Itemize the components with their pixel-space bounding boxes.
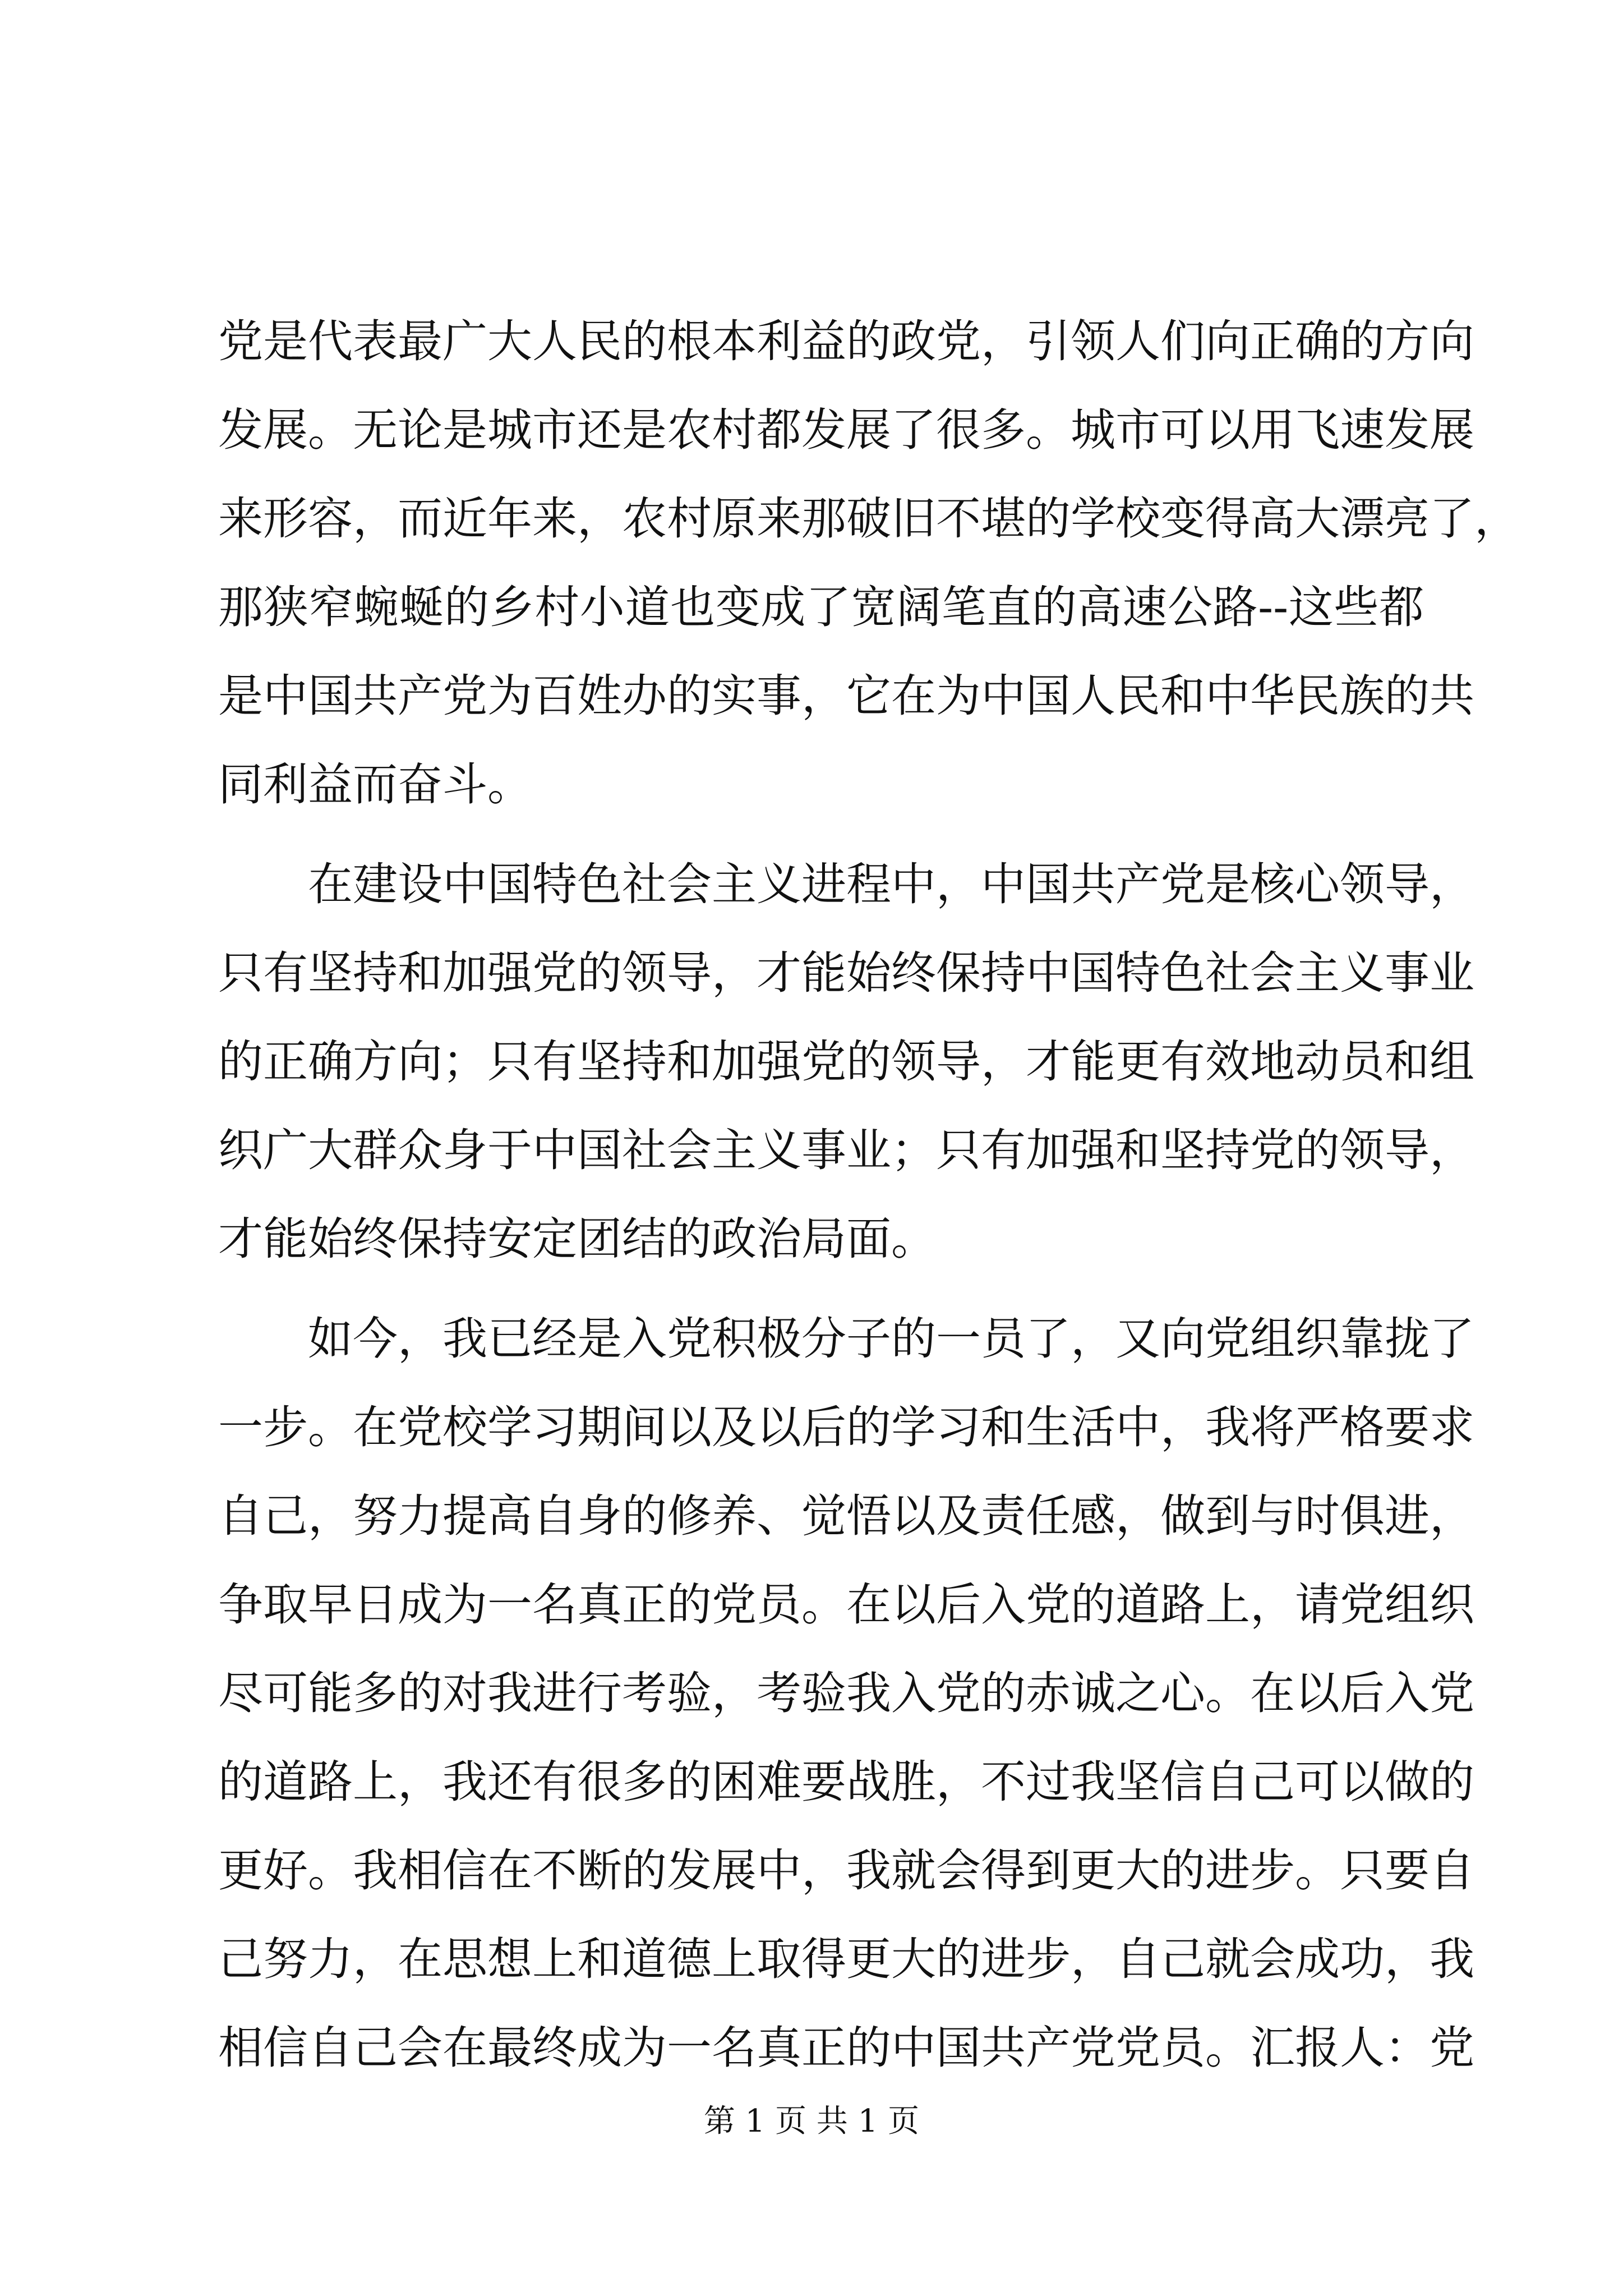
text-line: 只有坚持和加强党的领导，才能始终保持中国特色社会主义事业 xyxy=(218,947,1474,999)
document-body xyxy=(218,297,1519,2092)
text-line: 一步。在党校学习期间以及以后的学习和生活中，我将严格要求 xyxy=(218,1401,1474,1453)
text-line: 自己，努力提高自身的修养、觉悟以及责任感，做到与时俱进， xyxy=(218,1490,1474,1542)
text-line: 发展。无论是城市还是农村都发展了很多。城市可以用飞速发展 xyxy=(218,404,1474,456)
text-line: 同利益而奋斗。 xyxy=(218,758,532,811)
text-line: 在建设中国特色社会主义进程中，中国共产党是核心领导， xyxy=(308,858,1474,910)
paragraph-3 xyxy=(218,1295,1474,2092)
paragraph-1 xyxy=(218,297,1519,829)
text-line: 争取早日成为一名真正的党员。在以后入党的道路上，请党组织 xyxy=(218,1579,1474,1631)
page-number-label: 第 1 页 共 1 页 xyxy=(703,2103,920,2139)
text-line: 己努力，在思想上和道德上取得更大的进步，自己就会成功，我 xyxy=(218,1933,1474,1985)
text-line: 更好。我相信在不断的发展中，我就会得到更大的进步。只要自 xyxy=(218,1844,1474,1897)
text-line: 是中国共产党为百姓办的实事，它在为中国人民和中华民族的共 xyxy=(218,670,1474,722)
text-line: 尽可能多的对我进行考验，考验我入党的赤诚之心。在以后入党 xyxy=(218,1667,1474,1719)
text-line: 相信自己会在最终成为一名真正的中国共产党党员。汇报人：党 xyxy=(218,2022,1474,2074)
text-line: 那狭窄蜿蜒的乡村小道也变成了宽阔笔直的高速公路--这些都 xyxy=(218,581,1424,633)
text-line: 才能始终保持安定团结的政治局面。 xyxy=(218,1213,936,1265)
text-line: 来形容，而近年来，农村原来那破旧不堪的学校变得高大漂亮了， xyxy=(218,493,1519,545)
page-footer xyxy=(0,2102,1623,2141)
text-line: 党是代表最广大人民的根本利益的政党，引领人们向正确的方向 xyxy=(218,315,1474,367)
text-line: 的道路上，我还有很多的困难要战胜，不过我坚信自己可以做的 xyxy=(218,1756,1474,1808)
paragraph-2 xyxy=(218,840,1474,1283)
text-line: 如今，我已经是入党积极分子的一员了，又向党组织靠拢了 xyxy=(308,1313,1474,1365)
text-line: 的正确方向；只有坚持和加强党的领导，才能更有效地动员和组 xyxy=(218,1036,1474,1088)
text-line: 织广大群众身于中国社会主义事业；只有加强和坚持党的领导， xyxy=(218,1124,1474,1176)
